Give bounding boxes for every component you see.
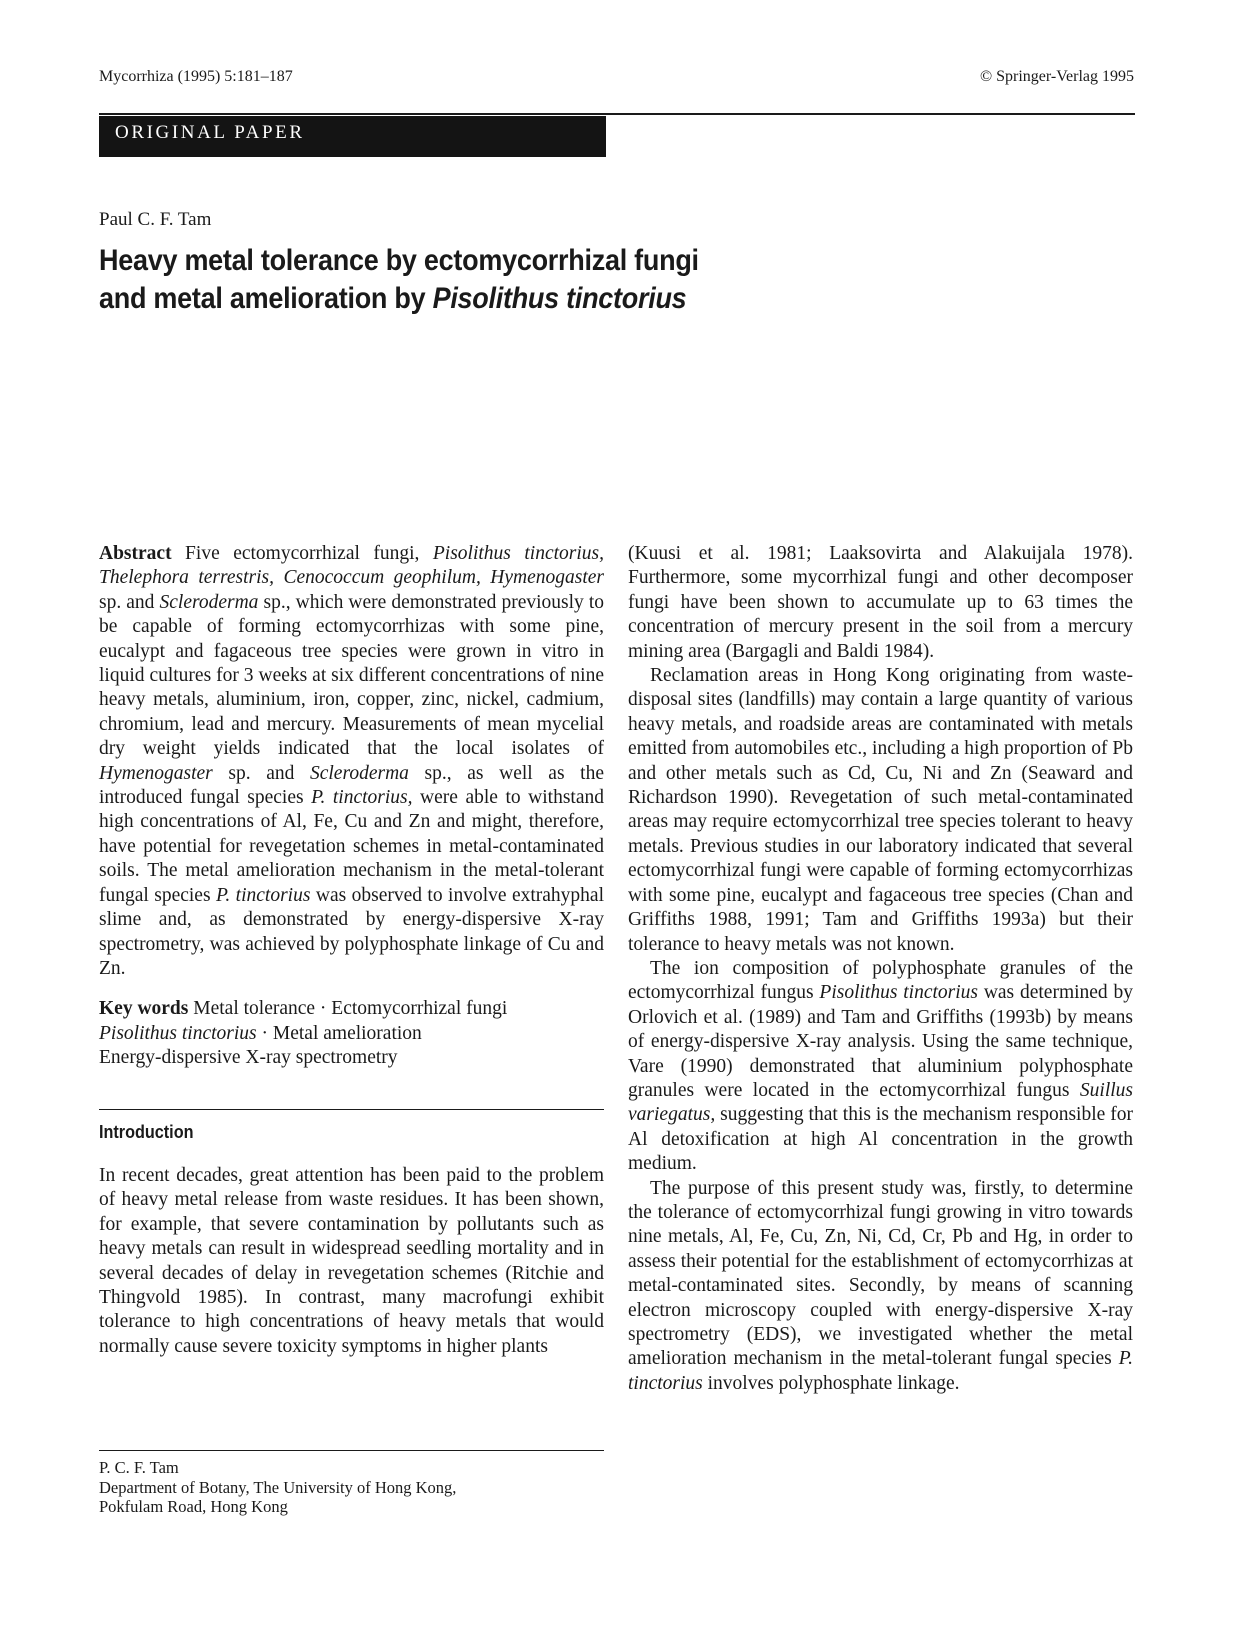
abstract-text: sp., as well as the introduced fungal species (99, 762, 604, 809)
body-italic: Suillus variegatus, (628, 1079, 1133, 1126)
abstract (99, 542, 604, 981)
title-line-2 (99, 280, 819, 318)
body-paragraph: (Kuusi et al. 1981; Laaksovirta and Alakuijala 1978). Furthermore, some mycorrhizal fungi and other decomposer fungi have been shown to accumulate up to 63 times the concentration of mercury present in the soil from a mercury mining area (Bargagli and Baldi 1984). (628, 543, 1133, 662)
title-line-1: Heavy metal tolerance by ectomycorrhizal fungi (99, 244, 699, 277)
introduction-heading: Introduction (99, 1121, 194, 1142)
abstract-text: Five ectomycorrhizal fungi, (171, 543, 433, 564)
footnote-rule (99, 1450, 604, 1451)
paper-title (99, 242, 819, 318)
journal-reference: Mycorrhiza (1995) 5:181–187 (99, 68, 293, 85)
abstract-italic: Hymenogaster (99, 762, 213, 784)
author-name: Paul C. F. Tam (99, 209, 212, 230)
abstract-italic: P. tinctorius (215, 884, 311, 906)
title-species: Pisolithus tinctorius (432, 282, 687, 315)
header-rule (99, 113, 1135, 115)
keywords-label: Key words (99, 998, 189, 1020)
keyword-species: Pisolithus tinctorius (99, 1022, 257, 1044)
abstract-label: Abstract (99, 543, 172, 564)
abstract-italic: Scleroderma (309, 762, 409, 784)
abstract-italic: Pisolithus tinctorius, Thelephora terrestris, Cenococcum geophilum, Hymenogaster (99, 543, 605, 589)
body-text: suggesting that this is the mechanism responsible for Al detoxification at high Al concentration in the growth medium. (628, 1104, 1133, 1175)
body-text: was determined by Orlovich et al. (1989) and Tam and Griffiths (1993b) by means of energy-dispersive X-ray analysis. Using the same technique, Vare (1990) demonstrated that aluminium polyphosphate granules were located in the ectomycorrhizal fungus (628, 982, 1133, 1101)
body-text: involves polyphosphate linkage. (702, 1372, 960, 1394)
right-column (628, 542, 1133, 1396)
abstract-text: sp., which were demonstrated previously to be capable of forming ectomycorrhizas with some pine, eucalypt and fagaceous tree species were grown in vitro in liquid cultures for 3 weeks at six different concentrations of nine heavy metals, aluminium, iron, copper, zinc, nickel, cadmium, chromium, lead and mercury. Measurements of mean mycelial dry weight yields indicated that the local isolates of (99, 591, 605, 760)
body-text: The ion composition of polyphosphate granules of the ectomycorrhizal fungus (628, 957, 1133, 1004)
body-paragraph (628, 1177, 1133, 1397)
abstract-text: sp. and (99, 591, 160, 613)
abstract-text: sp. and (212, 762, 310, 784)
left-column (99, 542, 604, 1359)
introduction-paragraph: In recent decades, great attention has been paid to the problem of heavy metal release from waste residues. It has been shown, for example, that severe contamination by pollutants such as heavy metals can result in widespread seedling mortality and in several decades of delay in revegetation schemes (Ritchie and Thingvold 1985). In contrast, many macrofungi exhibit tolerance to high concentrations of heavy metals that would normally cause severe toxicity symptoms in higher plants (99, 1164, 604, 1357)
body-text: The purpose of this present study was, firstly, to determine the tolerance of ectomycorrhizal fungi growing in vitro towards nine metals, Al, Fe, Cu, Zn, Ni, Cd, Cr, Pb and Hg, in order to assess their potential for the establishment of ectomycorrhizas at metal-contaminated sites. Secondly, by means of scanning electron microscopy coupled with energy-dispersive X-ray spectrometry (EDS), we investigated whether the metal amelioration mechanism in the metal-tolerant fungal species (628, 1177, 1133, 1370)
affiliation-address: Pokfulam Road, Hong Kong (99, 1497, 288, 1516)
title-line-2-prefix: and metal amelioration by (99, 282, 433, 315)
keyword-line-3: Energy-dispersive X-ray spectrometry (99, 1047, 398, 1069)
abstract-text: were able to withstand high concentrations of Al, Fe, Cu and Zn and might, therefore, have potential for revegetation schemes in metal-contaminated soils. The metal amelioration mechanism in the metal-tolerant fungal species (99, 787, 604, 906)
keyword-line-2: · Metal amelioration (256, 1022, 422, 1044)
body-paragraph (628, 957, 1133, 1177)
keywords (99, 997, 604, 1070)
keyword-line-1: Metal tolerance · Ectomycorrhizal fungi (188, 998, 508, 1020)
paper-type-label: ORIGINAL PAPER (115, 122, 305, 143)
abstract-text: was observed to involve extrahyphal slime and, as demonstrated by energy-dispersive X-ray spectrometry, was achieved by polyphosphate linkage of Cu and Zn. (99, 884, 604, 979)
abstract-italic: Scleroderma (159, 591, 259, 613)
paper-type-banner (99, 116, 606, 157)
abstract-italic: P. tinctorius, (311, 787, 413, 809)
body-italic: Pisolithus tinctorius (819, 982, 978, 1004)
affiliation-department: Department of Botany, The University of Hong Kong, (99, 1477, 457, 1497)
section-rule (99, 1109, 604, 1110)
body-italic: P. tinctorius (628, 1348, 1133, 1394)
body-paragraph: Reclamation areas in Hong Kong originating from waste-disposal sites (landfills) may contain a large quantity of various heavy metals, and roadside areas are contaminated with metals emitted from automobiles etc., including a high proportion of Pb and other metals such as Cd, Cu, Ni and Zn (Seaward and Richardson 1990). Revegetation of such metal-contaminated areas may require ectomycorrhizal tree species tolerant to heavy metals. Previous studies in our laboratory indicated that several ectomycorrhizal fungi were capable of forming ectomycorrhizas with some pine, eucalypt and fagaceous tree species (Chan and Griffiths 1988, 1991; Tam and Griffiths 1993a) but their tolerance to heavy metals was not known. (628, 665, 1133, 955)
copyright-notice: © Springer-Verlag 1995 (979, 68, 1134, 85)
affiliation-name: P. C. F. Tam (99, 1458, 179, 1477)
author-affiliation (99, 1458, 604, 1517)
